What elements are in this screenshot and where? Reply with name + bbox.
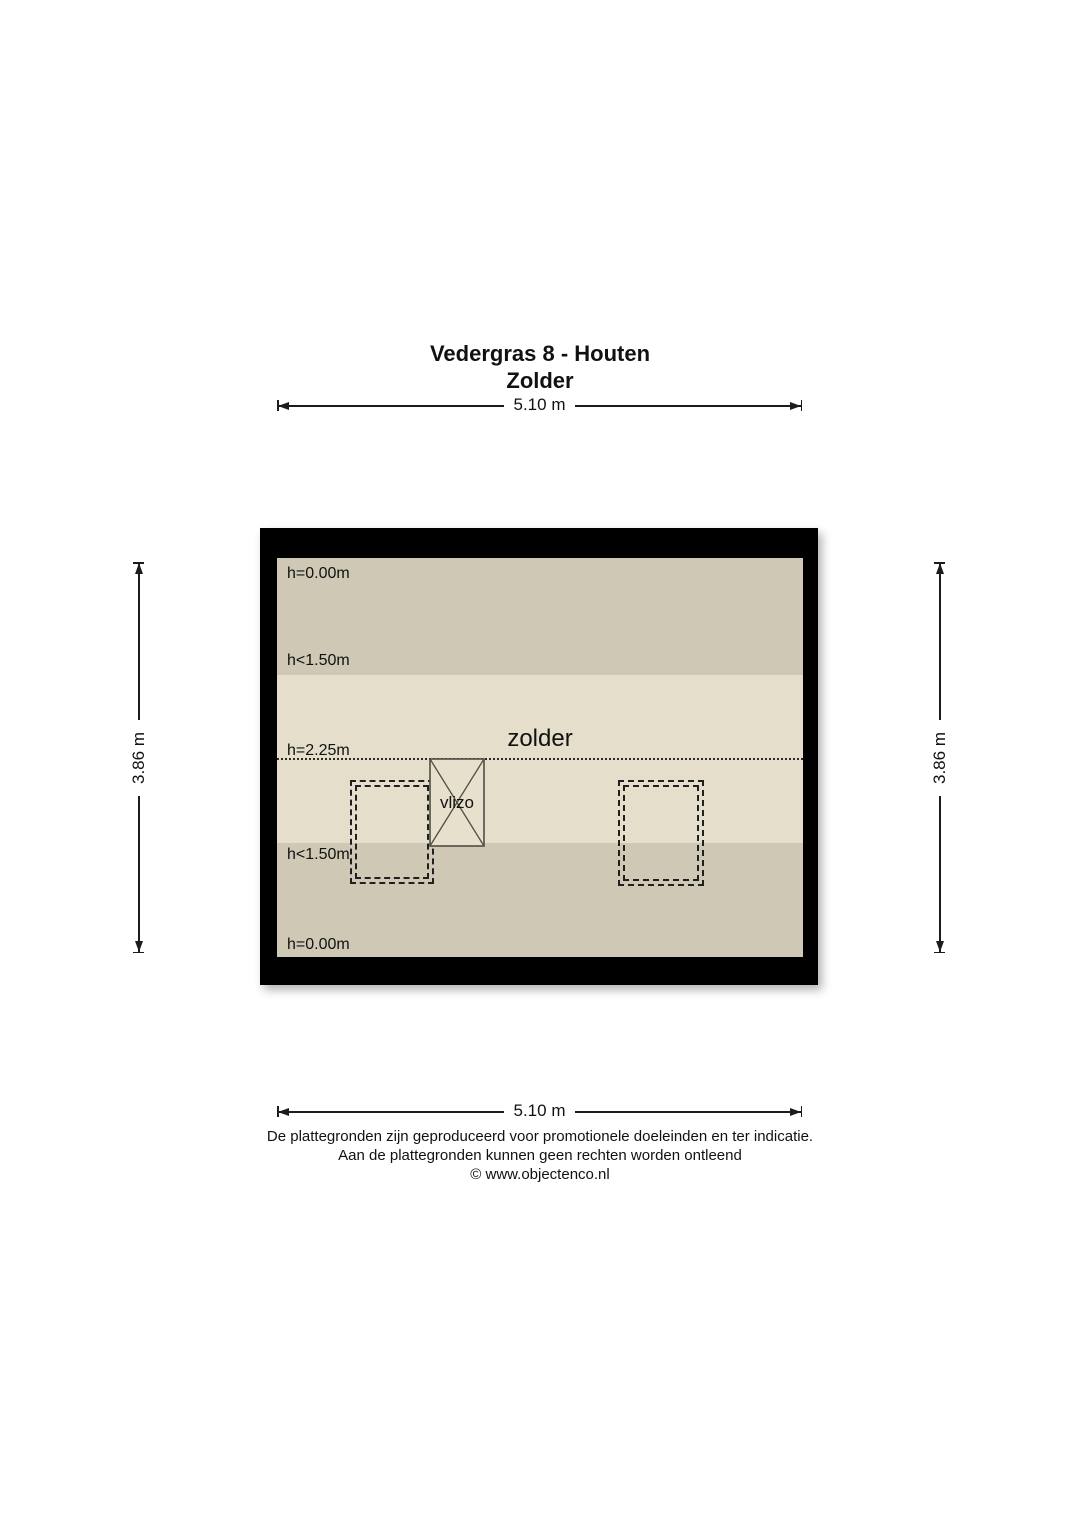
height-label-bottom-inner: h<1.50m — [287, 846, 350, 863]
height-label-bottom-outer: h=0.00m — [287, 936, 350, 953]
arrow-down-icon — [936, 941, 944, 952]
dimension-height-label: 3.86 m — [930, 720, 950, 796]
arrow-up-icon — [135, 563, 143, 574]
dimension-left — [128, 562, 150, 953]
arrow-right-icon — [790, 402, 801, 410]
attic-floor-area — [277, 558, 803, 957]
height-label-top-outer: h=0.00m — [287, 565, 350, 582]
room-name-label: zolder — [507, 725, 573, 752]
roof-window-outline-left — [350, 780, 434, 884]
page-title: Vedergras 8 - Houten — [429, 341, 651, 366]
arrow-up-icon — [936, 563, 944, 574]
low-headroom-band-top — [277, 558, 803, 675]
roof-window-outline-right — [618, 780, 704, 886]
arrow-down-icon — [135, 941, 143, 952]
copyright-line: © www.objectenco.nl — [470, 1166, 610, 1183]
arrow-left-icon — [278, 402, 289, 410]
dimension-bottom — [277, 1101, 802, 1123]
dimension-width-label: 5.10 m — [504, 395, 576, 415]
dimension-height-label: 3.86 m — [129, 720, 149, 796]
arrow-right-icon — [790, 1108, 801, 1116]
roof-window-outline-left-inner — [355, 785, 429, 879]
dimension-right — [929, 562, 951, 953]
roof-window-outline-right-inner — [623, 785, 699, 881]
height-label-top-inner: h<1.50m — [287, 652, 350, 669]
disclaimer-line-1: De plattegronden zijn geproduceerd voor promotionele doeleinden en ter indicatie. — [266, 1128, 814, 1145]
hatch-label: vlizo — [439, 792, 475, 812]
height-label-ridge: h=2.25m — [287, 742, 350, 759]
loft-ladder-hatch — [429, 758, 485, 847]
arrow-left-icon — [278, 1108, 289, 1116]
dimension-width-label: 5.10 m — [504, 1101, 576, 1121]
floor-subtitle: Zolder — [506, 368, 574, 393]
dimension-top — [277, 395, 802, 417]
disclaimer-line-2: Aan de plattegronden kunnen geen rechten worden ontleend — [338, 1147, 742, 1164]
ridge-height-dotted-line — [277, 758, 803, 760]
